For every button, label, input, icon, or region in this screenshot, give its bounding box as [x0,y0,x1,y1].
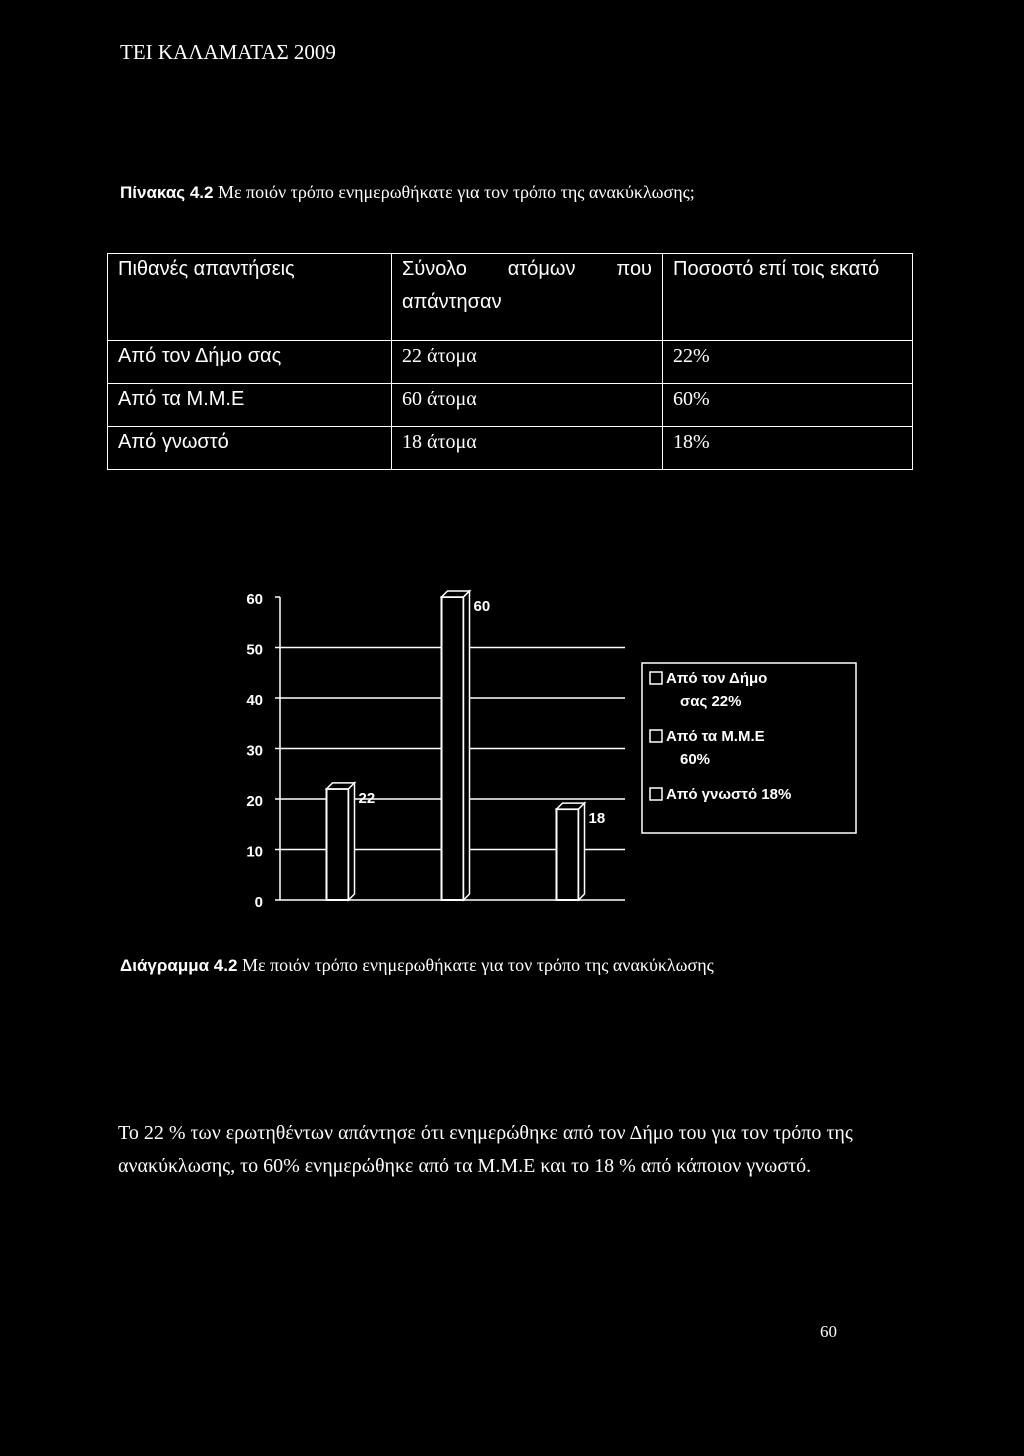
header-word: ατόμων [507,258,576,280]
header-mid-line1 [402,258,652,281]
y-tick-label: 60 [246,591,263,608]
legend-label: Από τα Μ.Μ.Ε [666,728,765,745]
table-cell: Από τα Μ.Μ.Ε [108,384,392,427]
chart-bars [327,591,606,900]
table-cell: 22 άτομα [392,341,663,384]
bar [557,809,579,900]
table-row [108,384,913,427]
bar-side [464,591,470,900]
legend-swatch [650,788,662,800]
chart-caption-text: Με ποιόν τρόπο ενημερωθήκατε για τον τρόπο της ανακύκλωσης [241,955,714,975]
table-caption-text: Με ποιόν τρόπο ενημερωθήκατε για τον τρόπο της ανακύκλωσης; [217,182,695,202]
table-cell: 22% [663,341,913,384]
table-row [108,427,913,470]
table-cell: 18% [663,427,913,470]
table-cell: 60 άτομα [392,384,663,427]
table-cell: Από γνωστό [108,427,392,470]
legend-box [642,663,856,833]
chart-caption-label: Διάγραμμα 4.2 [120,956,238,975]
summary-paragraph: Το 22 % των ερωτηθέντων απάντησε ότι ενημερώθηκε από τον Δήμο του για τον τρόπο της ανακύκλωσης, το 60% ενημερώθηκε από τα Μ.Μ.Ε και το 18 % από κάποιον γνωστό. [118,1122,853,1177]
page-number: 60 [820,1322,837,1341]
legend-label-line2: 60% [680,751,711,768]
table-caption [120,182,695,203]
bar-side [349,783,355,900]
responses-table [107,253,913,470]
chart-caption [120,955,714,976]
bar-data-label: 22 [358,789,376,807]
bar [442,597,464,900]
table-caption-label: Πίνακας 4.2 [120,183,214,202]
table-cell: Από τον Δήμο σας [108,341,392,384]
table-cell: 60% [663,384,913,427]
chart-legend [642,663,856,833]
header-mid-line2: απάντησαν [402,291,502,313]
y-tick-label: 30 [246,742,263,760]
table-header-cell: Ποσοστό επί τοις εκατό [663,254,913,341]
legend-label: Από γνωστό 18% [666,786,792,803]
legend-label: Από τον Δήμο [666,670,768,687]
bar-side [579,803,585,900]
y-tick-label: 10 [246,843,263,861]
y-tick-label: 20 [246,793,263,810]
table-row [108,341,913,384]
legend-swatch [650,730,662,742]
bar-chart [230,575,870,915]
page-header: ΤΕΙ ΚΑΛΑΜΑΤΑΣ 2009 [120,40,336,64]
bar [327,789,349,900]
table-header-row [108,254,913,341]
y-tick-label: 0 [254,894,263,911]
table-header-cell: Πιθανές απαντήσεις [108,254,392,341]
bar-data-label: 60 [473,598,491,615]
table-cell: 18 άτομα [392,427,663,470]
table-header-cell [392,254,663,341]
y-tick-label: 40 [246,692,263,709]
bar-data-label: 18 [588,810,606,828]
header-word: που [616,258,652,280]
y-tick-label: 50 [246,641,263,659]
legend-label-line2: σας 22% [680,693,742,710]
legend-swatch [650,672,662,684]
header-word: Σύνολο [402,258,467,280]
